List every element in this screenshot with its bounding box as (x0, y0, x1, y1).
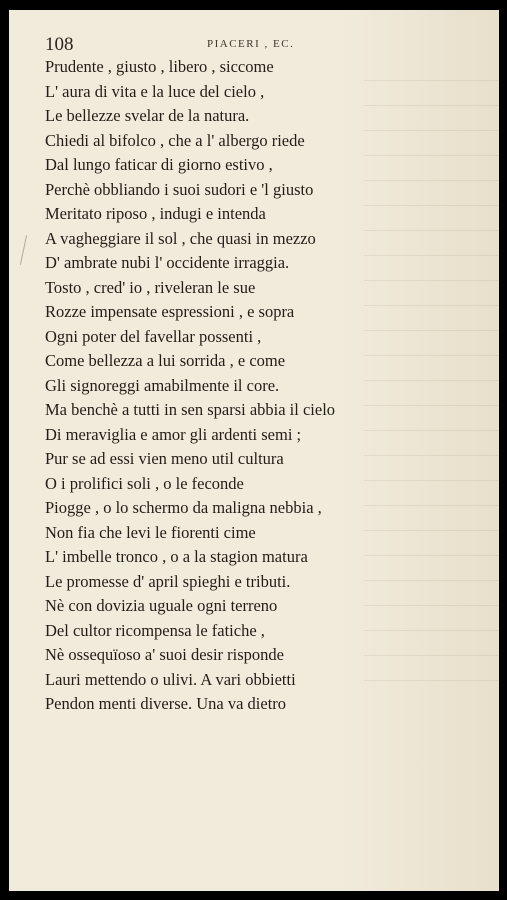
verse-line: Di meraviglia e amor gli ardenti semi ; (45, 424, 302, 444)
verse-line: Le promesse d' april spieghi e tributi. (45, 571, 291, 591)
verse-line: Nè ossequïoso a' suoi desir risponde (45, 645, 284, 664)
verse-line: Prudente , giusto , libero , siccome (45, 57, 274, 76)
verse-line: A vagheggiare il sol , che quasi in mezzo (45, 228, 316, 248)
verse-line: Lauri mettendo o ulivi. A vari obbietti (45, 669, 296, 689)
page-number: 108 (45, 34, 74, 55)
margin-pencil-mark (20, 235, 27, 265)
verse-line: Ogni poter del favellar possenti , (45, 326, 262, 346)
verse-line: D' ambrate nubi l' occidente irraggia. (45, 253, 290, 272)
verse-line: Piogge , o lo schermo da maligna nebbia , (45, 498, 322, 517)
book-page (9, 10, 499, 891)
verse-line: Pendon menti diverse. Una va dietro (45, 694, 287, 713)
verse-line: Nè con dovizia uguale ogni terreno (45, 596, 278, 615)
verse-line: Non fia che levi le fiorenti cime (45, 522, 256, 542)
verse-line: O i prolifici soli , o le feconde (45, 473, 244, 493)
verse-line: Rozze impensate espressioni , e sopra (45, 302, 295, 321)
running-head: PIACERI , EC. (207, 38, 295, 50)
poem-text (45, 55, 485, 717)
verse-line: Gli signoreggi amabilmente il core. (45, 375, 280, 395)
verse-line: L' imbelle tronco , o a la stagion matura (45, 547, 308, 566)
verse-line: Come bellezza a lui sorrida , e come (45, 351, 286, 370)
verse-line: Le bellezze svelar de la natura. (45, 106, 250, 125)
verse-line: Meritato riposo , indugi e intenda (45, 204, 266, 223)
verse-line: Perchè obbliando i suoi sudori e 'l giusto (45, 179, 314, 199)
verse-line: L' aura di vita e la luce del cielo , (45, 81, 265, 101)
verse-line: Ma benchè a tutti in sen sparsi abbia il cielo (45, 400, 336, 419)
verse-line: Tosto , cred' io , riveleran le sue (45, 277, 256, 297)
verse-line: Del cultor ricompensa le fatiche , (45, 620, 265, 640)
verse-line: Chiedi al bifolco , che a l' albergo riede (45, 130, 305, 150)
verse-line: Pur se ad essi vien meno util cultura (45, 449, 284, 468)
verse-line: Dal lungo faticar di giorno estivo , (45, 155, 273, 174)
